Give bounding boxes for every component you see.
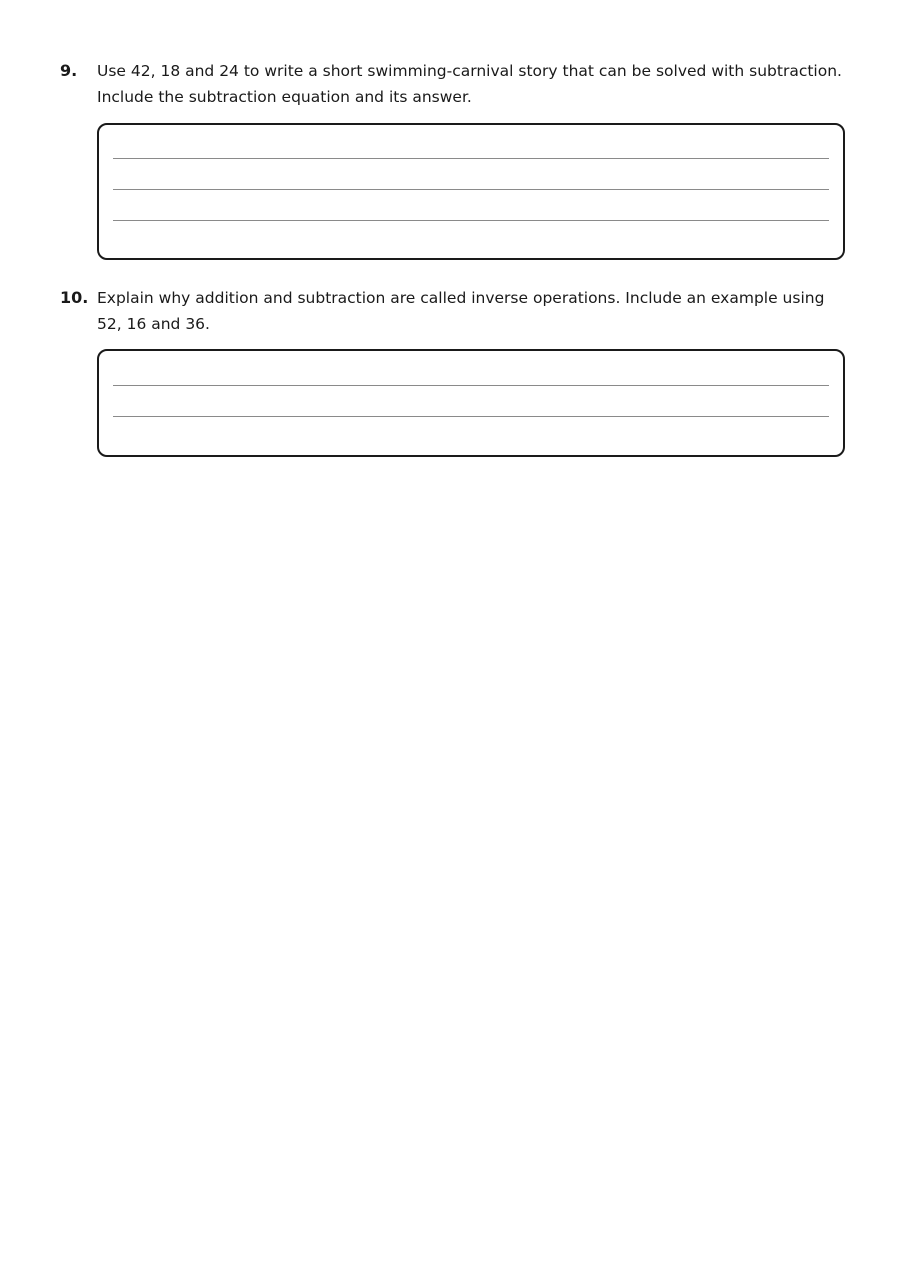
question-10 bbox=[60, 285, 860, 337]
answer-line bbox=[113, 220, 829, 221]
question-9 bbox=[60, 58, 860, 110]
answer-line bbox=[113, 189, 829, 190]
answer-line bbox=[113, 385, 829, 386]
answer-line bbox=[113, 416, 829, 417]
question-9-answer-box[interactable] bbox=[97, 123, 845, 260]
answer-line bbox=[113, 158, 829, 159]
question-10-header bbox=[60, 285, 860, 337]
question-9-text: Use 42, 18 and 24 to write a short swimming-carnival story that can be solved with subtraction. Include the subtraction equation and its answer. bbox=[97, 62, 842, 106]
question-10-text: Explain why addition and subtraction are called inverse operations. Include an example using 52, 16 and 36. bbox=[97, 289, 825, 333]
question-9-number: 9. bbox=[60, 61, 78, 80]
question-10-number: 10. bbox=[60, 288, 89, 307]
question-10-answer-box[interactable] bbox=[97, 349, 845, 457]
question-9-header bbox=[60, 58, 860, 110]
